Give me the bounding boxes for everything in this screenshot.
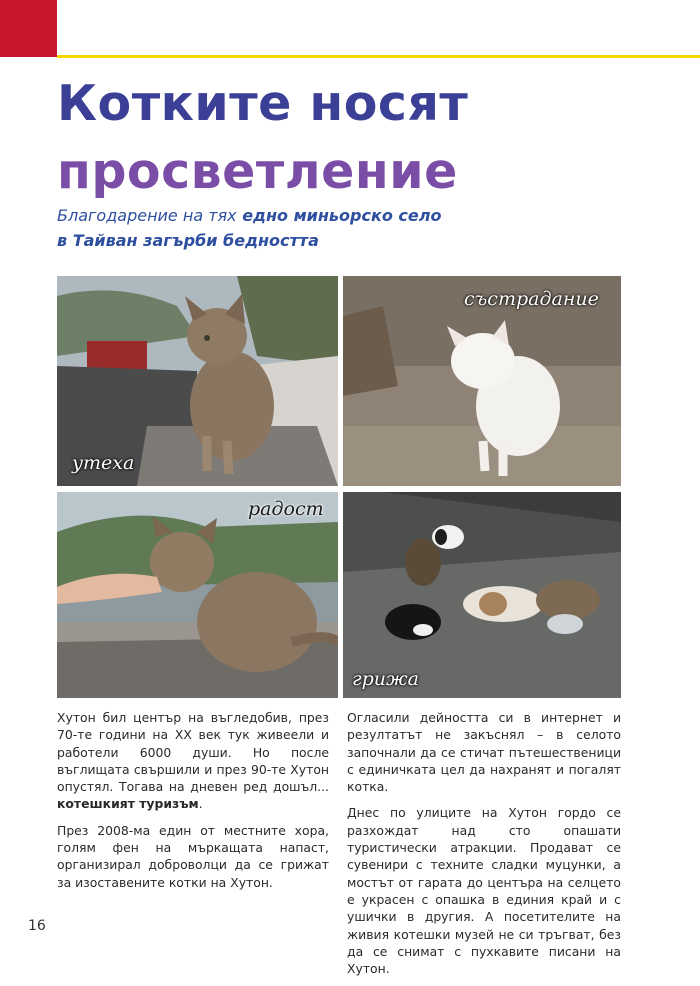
caption-photo-4: грижа <box>352 668 419 690</box>
caption-photo-1: утеха <box>72 452 135 474</box>
text-column-left <box>57 709 329 900</box>
title-line-2: просветление <box>57 143 458 200</box>
caption-photo-3: радост <box>248 498 324 520</box>
title-line-1: Котките носят <box>57 75 469 132</box>
text-column-right <box>347 709 621 986</box>
caption-photo-2: състрадание <box>464 288 599 310</box>
paragraph-1-end: . <box>198 796 203 812</box>
paragraph-1 <box>57 709 329 813</box>
paragraph-2-continued: Огласили дейността си в интернет и резултатът не закъснял – в селото започнали да се стичат пътешественици с единичката цел да нахранят и погалят котка. <box>347 710 621 795</box>
paragraph-2: През 2008-ма един от местните хора, голям фен на мъркащата напаст, организирал доброволци да се грижат за изоставените котки на Хутон. <box>57 822 329 890</box>
subtitle-line-2: в Тайван загърби бедността <box>57 231 319 250</box>
subtitle-part-2: едно миньорско село <box>236 206 442 225</box>
article-subtitle <box>57 203 677 253</box>
photo-petted-cat <box>57 492 338 698</box>
paragraph-1-bold: котешкият туризъм <box>57 796 199 812</box>
subtitle-part-1: Благодарение на тях <box>57 206 237 225</box>
corner-block <box>0 0 57 57</box>
page-number: 16 <box>28 918 46 934</box>
article-title <box>57 70 677 206</box>
paragraph-3: Днес по улиците на Хутон гордо се разхождат над сто опашати туристически атракции. Продават се сувенири с техните сладки муцунки, а мостът от гарата до центъра на селцето е украсен с опашка в единия край и с ушички в другия. А посетителите на живия котешки музей не си тръгват, без да се снимат с пухкавите писани на Хутон. <box>347 805 621 977</box>
header-rule <box>57 55 700 58</box>
paragraph-1-text: Хутон бил център на въгледобив, през 70-те години на XX век тук живеели и работели 6000 души. Но после въглищата свършили и през 90-те Хутон опустял. Тогава на дневен ред дошъл... <box>57 710 329 795</box>
